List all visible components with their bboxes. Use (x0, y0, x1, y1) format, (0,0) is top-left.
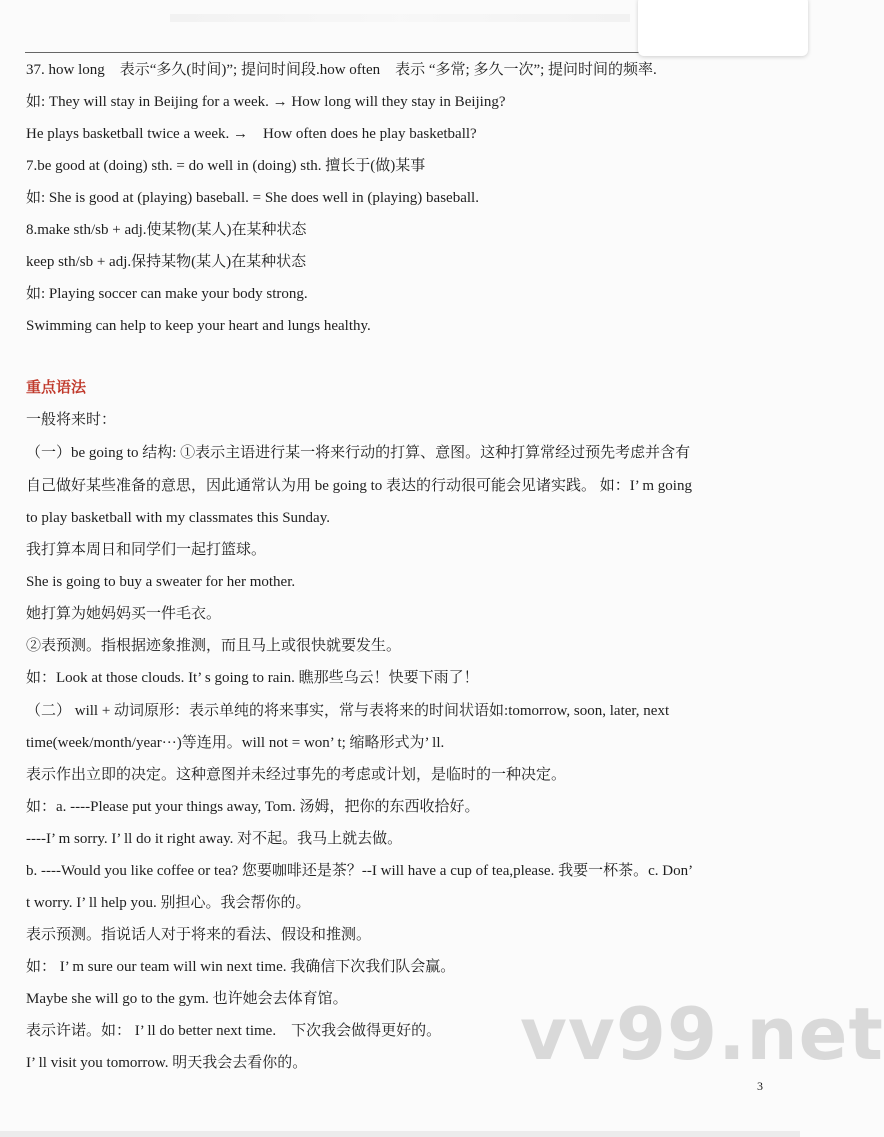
text-line: 7.be good at (doing) sth. = do well in (doing) sth. 擅长于(做)某事 (26, 158, 426, 174)
text-line: to play basketball with my classmates this Sunday. (26, 510, 330, 526)
text-line: 如: She is good at (playing) baseball. = She does well in (playing) baseball. (26, 190, 479, 206)
text-line: 如: They will stay in Beijing for a week. → How long will they stay in Beijing? (26, 94, 506, 110)
text-line: 表示作出立即的决定。这种意图并未经过事先的考虑或计划，是临时的一种决定。 (26, 767, 567, 783)
text-line: Swimming can help to keep your heart and lungs healthy. (26, 318, 371, 334)
text-line: 我打算本周日和同学们一起打篮球。 (26, 542, 267, 558)
text-line: 37. how long 表示“多久(时间)”; 提问时间段.how often 表示 “多常; 多久一次”; 提问时间的频率. (26, 62, 657, 78)
text-line: （一）be going to 结构: ①表示主语进行某一将来行动的打算、意图。这种打算常经过预先考虑并含有 (26, 445, 691, 461)
text-line: 自己做好某些准备的意思，因此通常认为用 be going to 表达的行动很可能会见诸实践。 如：I’ m going (26, 478, 692, 494)
text-line: 如：a. ----Please put your things away, Tom. 汤姆，把你的东西收拾好。 (26, 799, 480, 815)
text-line: t worry. I’ ll help you. 别担心。我会帮你的。 (26, 895, 311, 911)
text-line: 如：Look at those clouds. It’ s going to rain. 瞧那些乌云！快要下雨了！ (26, 670, 479, 686)
page-number: 3 (757, 1079, 763, 1093)
text-line: Maybe she will go to the gym. 也许她会去体育馆。 (26, 991, 348, 1007)
text-line: time(week/month/year···)等连用。will not = won’ t; 缩略形式为’ ll. (26, 735, 445, 751)
section-heading: 重点语法 (26, 380, 87, 396)
text-line: 表示预测。指说话人对于将来的看法、假设和推测。 (26, 927, 372, 943)
text-line: 表示许诺。如： I’ ll do better next time. 下次我会做得更好的。 (26, 1023, 442, 1039)
text-line: She is going to buy a sweater for her mother. (26, 574, 296, 590)
text-line: 8.make sth/sb + adj.使某物(某人)在某种状态 (26, 222, 307, 238)
text-line: ----I’ m sorry. I’ ll do it right away. 对不起。我马上就去做。 (26, 831, 403, 847)
text-line: keep sth/sb + adj.保持某物(某人)在某种状态 (26, 254, 307, 270)
text-line: He plays basketball twice a week. → How often does he play basketball? (26, 126, 477, 142)
header-rule (25, 52, 640, 53)
faded-header (170, 14, 630, 22)
text-line: （二） will + 动词原形：表示单纯的将来事实，常与表将来的时间状语如:tomorrow, soon, later, next (26, 703, 670, 719)
page-bottom-edge (0, 1131, 800, 1137)
watermark: vv99.net (520, 992, 884, 1076)
text-line: I’ ll visit you tomorrow. 明天我会去看你的。 (26, 1055, 308, 1071)
text-line: b. ----Would you like coffee or tea? 您要咖啡还是茶？--I will have a cup of tea,please. 我要一杯茶。c. Don’ (26, 863, 694, 879)
text-line: 如： I’ m sure our team will win next time. 我确信下次我们队会赢。 (26, 959, 456, 975)
overlay-card (638, 0, 808, 56)
text-line: 一般将来时： (26, 412, 117, 428)
text-line: ②表预测。指根据迹象推测，而且马上或很快就要发生。 (26, 638, 402, 654)
text-line: 她打算为她妈妈买一件毛衣。 (26, 606, 222, 622)
text-line: 如: Playing soccer can make your body strong. (26, 286, 308, 302)
